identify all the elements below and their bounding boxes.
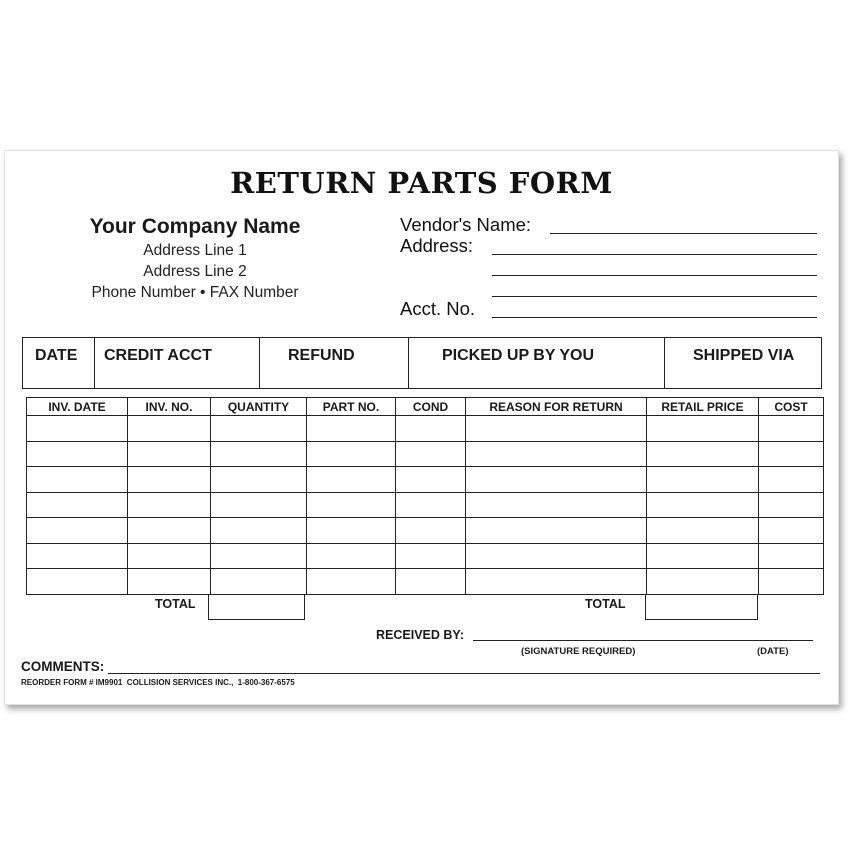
vendor-address-label: Address: [400, 235, 474, 256]
refund-field[interactable] [260, 338, 409, 388]
retail-price-total-label: TOTAL [585, 597, 626, 611]
table-row [27, 416, 824, 442]
company-name: Your Company Name [89, 215, 301, 238]
table-cell[interactable] [307, 569, 396, 595]
table-row [27, 543, 824, 569]
header-fields-box [22, 337, 822, 389]
parts-table [26, 397, 824, 595]
table-cell[interactable] [396, 518, 466, 544]
vendor-address-field-3[interactable] [492, 296, 817, 297]
table-cell[interactable] [466, 518, 647, 544]
col-retail-price: RETAIL PRICE [647, 398, 759, 416]
table-cell[interactable] [759, 543, 824, 569]
table-cell[interactable] [307, 492, 396, 518]
shipped-via-field-label: SHIPPED VIA [693, 347, 795, 364]
table-cell[interactable] [27, 518, 128, 544]
table-cell[interactable] [128, 518, 211, 544]
table-cell[interactable] [27, 467, 128, 493]
col-inv-date: INV. DATE [27, 398, 128, 416]
vendor-name-label: Vendor's Name: [400, 214, 532, 235]
table-cell[interactable] [647, 467, 759, 493]
table-cell[interactable] [307, 543, 396, 569]
credit-acct-field-label: CREDIT ACCT [104, 347, 212, 364]
table-cell[interactable] [307, 467, 396, 493]
table-row [27, 441, 824, 467]
table-cell[interactable] [307, 416, 396, 442]
table-cell[interactable] [759, 492, 824, 518]
col-reason-for-return: REASON FOR RETURN [466, 398, 647, 416]
table-row [27, 518, 824, 544]
retail-price-total-box[interactable] [645, 594, 758, 620]
company-info [45, 214, 345, 303]
table-cell[interactable] [128, 416, 211, 442]
received-by-label: RECEIVED BY: [376, 628, 464, 642]
table-cell[interactable] [27, 416, 128, 442]
table-cell[interactable] [128, 543, 211, 569]
table-cell[interactable] [466, 492, 647, 518]
vendor-address-field-1[interactable] [492, 254, 817, 255]
quantity-total-label: TOTAL [155, 597, 196, 611]
credit-acct-field[interactable] [95, 338, 260, 388]
table-cell[interactable] [759, 467, 824, 493]
refund-field-label: REFUND [288, 347, 355, 364]
table-row [27, 492, 824, 518]
reorder-footer: REORDER FORM # IM9901 COLLISION SERVICES INC., 1-800-367-6575 [21, 678, 295, 687]
table-cell[interactable] [759, 441, 824, 467]
table-cell[interactable] [466, 441, 647, 467]
company-address-line-1: Address Line 1 [143, 242, 247, 259]
table-cell[interactable] [466, 467, 647, 493]
table-cell[interactable] [27, 543, 128, 569]
comments-line[interactable] [108, 673, 820, 674]
company-phone-fax: Phone Number • FAX Number [91, 284, 299, 301]
col-part-no: PART NO. [307, 398, 396, 416]
table-cell[interactable] [647, 492, 759, 518]
col-cond: COND [396, 398, 466, 416]
table-cell[interactable] [128, 569, 211, 595]
table-cell[interactable] [211, 543, 307, 569]
table-cell[interactable] [128, 467, 211, 493]
table-cell[interactable] [647, 518, 759, 544]
table-cell[interactable] [211, 492, 307, 518]
shipped-via-field[interactable] [665, 338, 820, 388]
table-cell[interactable] [466, 543, 647, 569]
picked-up-by-you-field[interactable] [409, 338, 665, 388]
table-cell[interactable] [396, 441, 466, 467]
table-cell[interactable] [647, 543, 759, 569]
table-cell[interactable] [211, 441, 307, 467]
table-cell[interactable] [466, 569, 647, 595]
table-cell[interactable] [396, 543, 466, 569]
table-cell[interactable] [211, 467, 307, 493]
signature-required-note: (SIGNATURE REQUIRED) [521, 646, 636, 657]
quantity-total-box[interactable] [208, 594, 305, 620]
table-cell[interactable] [27, 569, 128, 595]
return-parts-form-sheet [4, 150, 839, 705]
col-cost: COST [759, 398, 824, 416]
table-cell[interactable] [307, 518, 396, 544]
table-cell[interactable] [27, 492, 128, 518]
vendor-address-field-2[interactable] [492, 275, 817, 276]
table-cell[interactable] [759, 416, 824, 442]
table-row [27, 467, 824, 493]
vendor-name-field[interactable] [550, 233, 817, 234]
col-quantity: QUANTITY [211, 398, 307, 416]
vendor-acct-field[interactable] [492, 317, 817, 318]
table-cell[interactable] [647, 416, 759, 442]
table-cell[interactable] [27, 441, 128, 467]
table-cell[interactable] [759, 518, 824, 544]
table-cell[interactable] [211, 416, 307, 442]
table-cell[interactable] [647, 569, 759, 595]
parts-table-body [27, 416, 824, 595]
table-cell[interactable] [759, 569, 824, 595]
table-cell[interactable] [396, 416, 466, 442]
table-cell[interactable] [396, 467, 466, 493]
table-row [27, 569, 824, 595]
form-title: RETURN PARTS FORM [230, 166, 613, 200]
table-cell[interactable] [396, 492, 466, 518]
received-date-note: (DATE) [757, 646, 789, 657]
table-cell[interactable] [128, 492, 211, 518]
table-cell[interactable] [211, 518, 307, 544]
received-by-signature-line[interactable] [473, 640, 813, 641]
table-header-row [27, 398, 824, 416]
table-cell[interactable] [307, 441, 396, 467]
col-inv-no: INV. NO. [128, 398, 211, 416]
table-cell[interactable] [466, 416, 647, 442]
table-cell[interactable] [396, 569, 466, 595]
table-cell[interactable] [211, 569, 307, 595]
table-cell[interactable] [128, 441, 211, 467]
vendor-acct-label: Acct. No. [400, 298, 476, 319]
date-field[interactable] [23, 338, 95, 388]
picked-up-by-you-field-label: PICKED UP BY YOU [442, 347, 595, 364]
company-address-line-2: Address Line 2 [143, 263, 247, 280]
date-field-label: DATE [35, 347, 78, 364]
table-cell[interactable] [647, 441, 759, 467]
comments-label: COMMENTS: [21, 659, 105, 674]
